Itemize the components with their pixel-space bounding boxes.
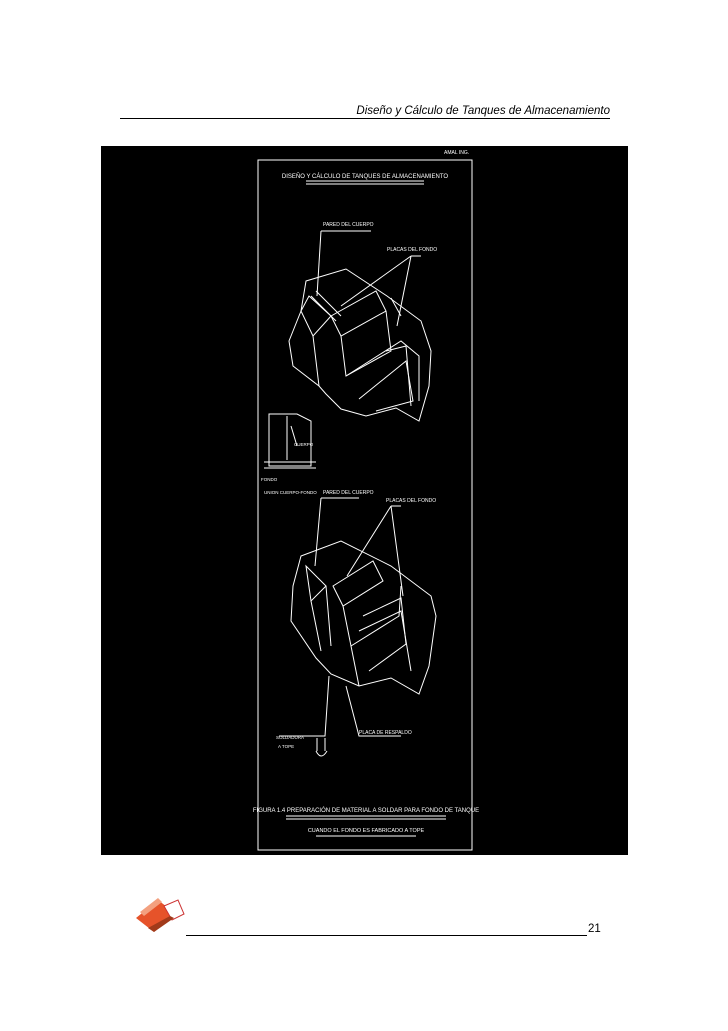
page-header — [120, 99, 610, 119]
title-underline — [306, 181, 424, 184]
label-weld-line2: A TOPE — [278, 744, 295, 749]
caption-line1: FIGURA 1.4 PREPARACIÓN DE MATERIAL A SOLDAR PARA FONDO DE TANQUE — [252, 808, 480, 814]
cad-figure-svg — [101, 146, 628, 855]
page-number: 21 — [588, 923, 601, 935]
cad-drawing — [101, 146, 628, 855]
label-upper-floor: PLACAS DEL FONDO — [387, 247, 438, 253]
footer-rule — [186, 935, 587, 936]
upper-isometric-view — [289, 231, 431, 421]
label-lower-wall: PARED DEL CUERPO — [323, 490, 374, 496]
caption-underline — [286, 816, 446, 819]
corner-note: AMAL ING. — [444, 150, 470, 156]
label-detail-shell: CUERPO — [294, 442, 314, 447]
label-lower-floor: PLACAS DEL FONDO — [386, 498, 437, 504]
caption-line2: CUANDO EL FONDO ES FABRICADO A TOPE — [307, 828, 425, 834]
label-detail-bottom: FONDO — [261, 477, 278, 482]
label-upper-wall: PARED DEL CUERPO — [323, 222, 374, 228]
drawing-title: DISEÑO Y CÁLCULO DE TANQUES DE ALMACENAMIENTO — [281, 174, 449, 180]
lower-isometric-view — [279, 498, 436, 756]
label-detail-joint: UNION CUERPO-FONDO — [264, 490, 317, 495]
publisher-logo-icon — [128, 888, 186, 938]
label-weld-line1: SOLDADURA — [276, 735, 305, 740]
label-backing-plate: PLACA DE RESPALDO — [359, 730, 412, 736]
joint-detail — [264, 414, 316, 468]
header-title: Diseño y Cálculo de Tanques de Almacenamiento — [356, 105, 610, 117]
